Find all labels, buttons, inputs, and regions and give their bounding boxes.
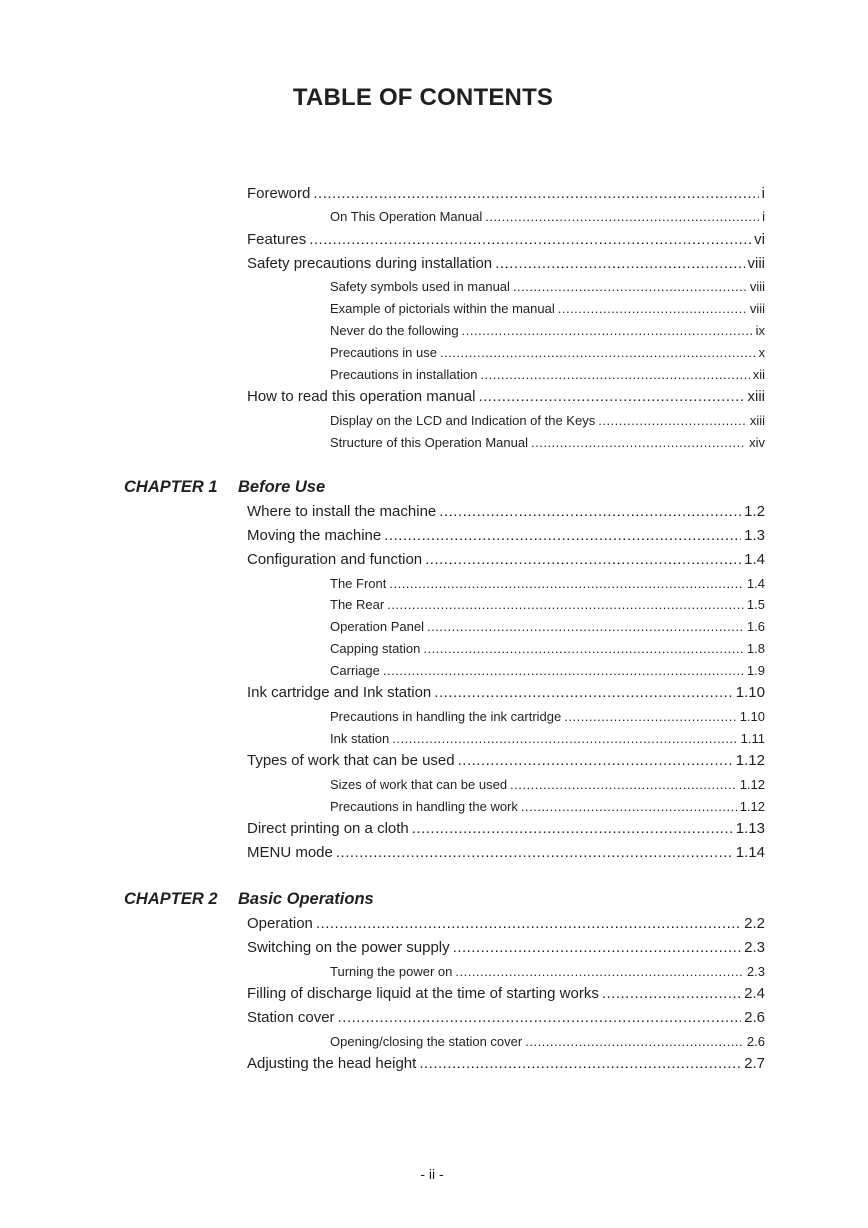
toc-entry-label: The Front <box>330 576 387 591</box>
dot-leader <box>521 796 737 818</box>
dot-leader <box>455 961 744 983</box>
toc-entry-label: Features <box>247 231 307 248</box>
toc-subentry[interactable] <box>330 728 765 750</box>
toc-entry-label: Capping station <box>330 641 421 656</box>
toc-entry-label: Operation Panel <box>330 619 424 634</box>
toc-entry-label: Structure of this Operation Manual <box>330 435 528 450</box>
dot-leader <box>412 818 733 840</box>
dot-leader <box>564 706 736 728</box>
dot-leader <box>439 501 741 523</box>
toc-entry-label: Foreword <box>247 185 311 202</box>
toc-entry-page: 1.10 <box>735 684 765 701</box>
toc-entry-label: Precautions in handling the work <box>330 799 518 814</box>
chapter-number: CHAPTER 1 <box>124 478 218 496</box>
toc-entry[interactable] <box>247 842 765 864</box>
toc-entry-label: Configuration and function <box>247 551 423 568</box>
toc-entry-label: Safety precautions during installation <box>247 255 493 272</box>
dot-leader <box>313 183 758 205</box>
toc-entry-page: 1.4 <box>746 576 765 591</box>
toc-entry-label: Operation <box>247 915 313 932</box>
toc-entry[interactable] <box>247 183 765 205</box>
toc-entry-page: 1.13 <box>735 820 765 837</box>
dot-leader <box>462 320 753 342</box>
dot-leader <box>336 842 733 864</box>
dot-leader <box>425 549 741 571</box>
dot-leader <box>458 750 733 772</box>
toc-entry-label: Adjusting the head height <box>247 1055 417 1072</box>
toc-subentry[interactable] <box>330 961 765 983</box>
toc-entry-label: Precautions in installation <box>330 367 478 382</box>
chapter-heading <box>124 475 325 499</box>
toc-entry-page: viii <box>749 279 765 294</box>
toc-entry-page: i <box>761 185 765 202</box>
dot-leader <box>602 983 741 1005</box>
toc-subentry[interactable] <box>330 660 765 682</box>
toc-entry[interactable] <box>247 253 765 275</box>
toc-entry-page: 2.6 <box>746 1034 765 1049</box>
dot-leader <box>392 728 737 750</box>
toc-entry[interactable] <box>247 525 765 547</box>
toc-entry-label: MENU mode <box>247 844 333 861</box>
toc-subentry[interactable] <box>330 206 765 228</box>
toc-subentry[interactable] <box>330 276 765 298</box>
toc-entry[interactable] <box>247 913 765 935</box>
toc-entry-page: 1.8 <box>746 641 765 656</box>
dot-leader <box>384 525 741 547</box>
toc-entry-label: Filling of discharge liquid at the time of starting works <box>247 985 599 1002</box>
toc-entry-page: xii <box>752 367 765 382</box>
dot-leader <box>389 573 744 595</box>
dot-leader <box>495 253 744 275</box>
toc-entry-label: Ink cartridge and Ink station <box>247 684 432 701</box>
toc-entry-page: 1.3 <box>744 527 765 544</box>
toc-entry-page: 2.2 <box>744 915 765 932</box>
dot-leader <box>419 1053 741 1075</box>
toc-entry-page: 1.9 <box>746 663 765 678</box>
toc-entry-label: Where to install the machine <box>247 503 437 520</box>
dot-leader <box>440 342 756 364</box>
toc-entry-label: Station cover <box>247 1009 335 1026</box>
toc-entry[interactable] <box>247 501 765 523</box>
dot-leader <box>316 913 741 935</box>
toc-subentry[interactable] <box>330 320 765 342</box>
dot-leader <box>531 432 746 454</box>
toc-entry-label: Carriage <box>330 663 380 678</box>
dot-leader <box>478 386 744 408</box>
toc-entry[interactable] <box>247 983 765 1005</box>
dot-leader <box>338 1007 742 1029</box>
toc-subentry[interactable] <box>330 364 765 386</box>
toc-entry-page: 1.12 <box>739 777 765 792</box>
toc-entry-page: x <box>758 345 765 360</box>
dot-leader <box>453 937 742 959</box>
toc-entry-label: Opening/closing the station cover <box>330 1034 523 1049</box>
toc-entry-label: Never do the following <box>330 323 459 338</box>
toc-entry-label: Direct printing on a cloth <box>247 820 409 837</box>
toc-entry[interactable] <box>247 386 765 408</box>
toc-entry-page: vi <box>754 231 765 248</box>
toc-entry-page: 1.6 <box>746 619 765 634</box>
toc-subentry[interactable] <box>330 342 765 364</box>
toc-entry-page: 1.2 <box>744 503 765 520</box>
toc-entry-page: 1.10 <box>739 709 765 724</box>
toc-entry-label: How to read this operation manual <box>247 388 476 405</box>
dot-leader <box>434 682 733 704</box>
toc-entry-label: Sizes of work that can be used <box>330 777 508 792</box>
toc-subentry[interactable] <box>330 616 765 638</box>
dot-leader <box>423 638 744 660</box>
toc-subentry[interactable] <box>330 410 765 432</box>
dot-leader <box>480 364 749 386</box>
chapter-heading <box>124 887 374 911</box>
toc-entry-page: xiv <box>749 435 765 450</box>
toc-entry[interactable] <box>247 682 765 704</box>
toc-entry-page: 1.5 <box>746 597 765 612</box>
toc-entry[interactable] <box>247 750 765 772</box>
toc-entry[interactable] <box>247 1007 765 1029</box>
toc-entry[interactable] <box>247 937 765 959</box>
toc-entry-label: Display on the LCD and Indication of the Keys <box>330 413 596 428</box>
toc-entry-page: 2.4 <box>744 985 765 1002</box>
toc-subentry[interactable] <box>330 774 765 796</box>
toc-entry-label: Types of work that can be used <box>247 752 455 769</box>
toc-entry-page: xiii <box>747 388 765 405</box>
dot-leader <box>510 774 737 796</box>
toc-subentry[interactable] <box>330 432 765 454</box>
toc-subentry[interactable] <box>330 594 765 616</box>
toc-subentry[interactable] <box>330 298 765 320</box>
toc-entry-page: 1.12 <box>739 799 765 814</box>
dot-leader <box>525 1031 744 1053</box>
toc-entry-page: 1.14 <box>735 844 765 861</box>
toc-entry-page: 2.7 <box>744 1055 765 1072</box>
toc-entry-label: Ink station <box>330 731 390 746</box>
dot-leader <box>309 229 751 251</box>
toc-entry-label: On This Operation Manual <box>330 209 483 224</box>
toc-entry-label: Switching on the power supply <box>247 939 450 956</box>
dot-leader <box>558 298 747 320</box>
toc-entry-page: i <box>762 209 765 224</box>
toc-entry-page: xiii <box>749 413 765 428</box>
page-title: TABLE OF CONTENTS <box>292 84 554 111</box>
dot-leader <box>427 616 744 638</box>
toc-entry-page: ix <box>755 323 765 338</box>
toc-entry[interactable] <box>247 549 765 571</box>
toc-entry-label: Moving the machine <box>247 527 382 544</box>
chapter-number: CHAPTER 2 <box>124 890 218 908</box>
toc-entry-page: 1.4 <box>744 551 765 568</box>
toc-entry-label: Example of pictorials within the manual <box>330 301 555 316</box>
toc-entry-page: 1.12 <box>735 752 765 769</box>
toc-entry-page: 2.3 <box>746 964 765 979</box>
toc-subentry[interactable] <box>330 573 765 595</box>
chapter-title: Basic Operations <box>238 890 374 908</box>
toc-entry-page: 2.6 <box>744 1009 765 1026</box>
toc-entry-label: Precautions in use <box>330 345 437 360</box>
toc-entry-label: Safety symbols used in manual <box>330 279 510 294</box>
toc-subentry[interactable] <box>330 638 765 660</box>
toc-entry-label: Turning the power on <box>330 964 453 979</box>
toc-subentry[interactable] <box>330 706 765 728</box>
toc-entry[interactable] <box>247 818 765 840</box>
toc-entry[interactable] <box>247 229 765 251</box>
toc-subentry[interactable] <box>330 1031 765 1053</box>
toc-entry-page: 2.3 <box>744 939 765 956</box>
toc-entry[interactable] <box>247 1053 765 1075</box>
dot-leader <box>387 594 744 616</box>
dot-leader <box>485 206 759 228</box>
toc-entry-page: 1.11 <box>740 731 765 746</box>
dot-leader <box>598 410 747 432</box>
toc-entry-page: viii <box>749 301 765 316</box>
chapter-title: Before Use <box>238 478 326 496</box>
toc-entry-label: The Rear <box>330 597 385 612</box>
toc-subentry[interactable] <box>330 796 765 818</box>
dot-leader <box>383 660 744 682</box>
dot-leader <box>513 276 747 298</box>
toc-entry-label: Precautions in handling the ink cartridge <box>330 709 562 724</box>
page-number: - ii - <box>420 1166 444 1182</box>
toc-entry-page: viii <box>747 255 765 272</box>
